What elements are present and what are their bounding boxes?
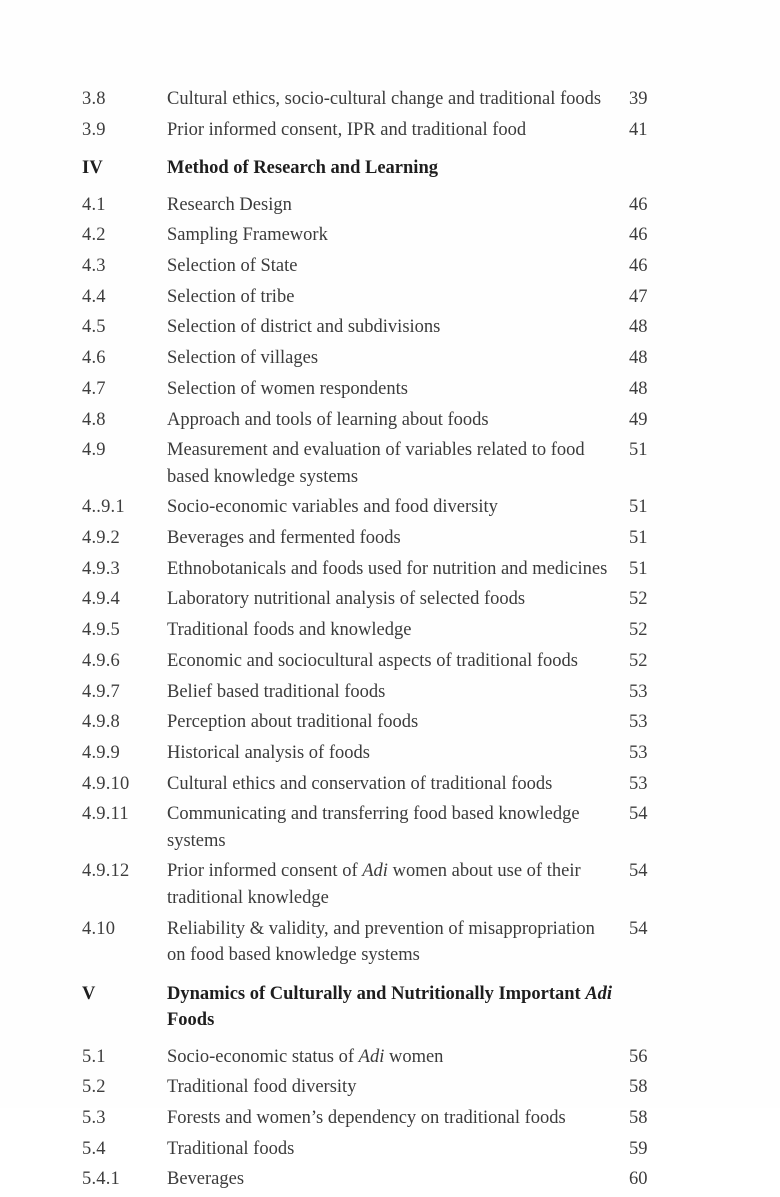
toc-row[interactable] [82, 1136, 698, 1163]
entry-title: Selection of villages [167, 348, 319, 369]
entry-page-number: 49 [629, 409, 648, 430]
entry-number: 5.4 [82, 1138, 106, 1159]
entry-page-number: 54 [629, 861, 648, 882]
entry-number: 4.8 [82, 409, 106, 430]
entry-number: 4.9.4 [82, 589, 120, 610]
toc-row[interactable] [82, 253, 698, 280]
entry-number: 4.9.5 [82, 620, 120, 641]
entry-title: Communicating and transferring food based knowledge systems [167, 804, 580, 851]
entry-number: IV [82, 158, 103, 179]
entry-page-number: 48 [629, 317, 648, 338]
toc-row[interactable] [82, 222, 698, 249]
entry-page-number: 46 [629, 256, 648, 277]
toc-row[interactable] [82, 771, 698, 798]
entry-page-number: 51 [629, 440, 648, 461]
entry-page-number: 58 [629, 1077, 648, 1098]
entry-number: 4.6 [82, 348, 106, 369]
entry-page-number: 53 [629, 773, 648, 794]
entry-page-number: 53 [629, 712, 648, 733]
entry-title: Traditional food diversity [167, 1077, 357, 1098]
toc-row[interactable] [82, 376, 698, 403]
entry-page-number: 52 [629, 620, 648, 641]
entry-page-number: 56 [629, 1046, 648, 1067]
toc-row[interactable] [82, 1074, 698, 1101]
entry-number: 3.9 [82, 119, 106, 140]
entry-number: 4.4 [82, 286, 106, 307]
entry-title: Prior informed consent of Adi women about use of their traditional knowledge [167, 861, 581, 908]
entry-number: 4.7 [82, 378, 106, 399]
toc-row[interactable] [82, 740, 698, 767]
toc-row[interactable] [82, 801, 698, 854]
entry-title: Research Design [167, 194, 292, 215]
entry-number: 5.4.1 [82, 1169, 120, 1190]
entry-page-number: 51 [629, 497, 648, 518]
entry-page-number: 48 [629, 378, 648, 399]
toc-row[interactable] [82, 1166, 698, 1193]
toc-row[interactable] [82, 345, 698, 372]
entry-title: Ethnobotanicals and foods used for nutrition and medicines [167, 558, 608, 579]
toc-row[interactable] [82, 916, 698, 969]
entry-title: Selection of district and subdivisions [167, 317, 441, 338]
entry-number: 4.9.6 [82, 650, 120, 671]
entry-number: 4.9.3 [82, 558, 120, 579]
entry-page-number: 54 [629, 918, 648, 939]
entry-number: 4.9 [82, 440, 106, 461]
entry-page-number: 53 [629, 742, 648, 763]
entry-title: Forests and women’s dependency on traditional foods [167, 1108, 566, 1128]
entry-page-number: 46 [629, 225, 648, 246]
entry-number: 4.9.10 [82, 773, 130, 794]
entry-number: 4.9.12 [82, 861, 130, 882]
entry-title: Perception about traditional foods [167, 712, 419, 733]
toc-row[interactable] [82, 525, 698, 552]
entry-title: Beverages [167, 1169, 245, 1190]
entry-title: Economic and sociocultural aspects of traditional foods [167, 650, 578, 671]
entry-number: 3.8 [82, 89, 106, 109]
entry-title: Socio-economic variables and food diversity [167, 497, 498, 518]
entry-number: 4.9.2 [82, 528, 120, 549]
toc-row[interactable] [82, 437, 698, 490]
entry-number: 4.2 [82, 225, 106, 246]
entry-title: Dynamics of Culturally and Nutritionally Important Adi Foods [167, 983, 613, 1031]
entry-number: 4.5 [82, 317, 106, 338]
toc-row[interactable] [82, 284, 698, 311]
entry-title: Beverages and fermented foods [167, 528, 401, 549]
entry-page-number: 51 [629, 558, 648, 579]
entry-title: Method of Research and Learning [167, 158, 438, 179]
toc-row[interactable] [82, 1044, 698, 1071]
toc-row[interactable] [82, 586, 698, 613]
entry-page-number: 39 [629, 89, 648, 109]
entry-title: Selection of State [167, 256, 298, 277]
toc-row[interactable] [82, 709, 698, 736]
entry-page-number: 52 [629, 650, 648, 671]
entry-number: 4.9.11 [82, 804, 129, 825]
toc-row[interactable] [82, 617, 698, 644]
chapter-row[interactable] [82, 981, 698, 1034]
entry-number: 5.3 [82, 1108, 106, 1128]
entry-page-number: 41 [629, 119, 648, 140]
entry-title: Laboratory nutritional analysis of selected foods [167, 589, 526, 610]
toc-row[interactable] [82, 86, 698, 113]
entry-number: 4.10 [82, 918, 116, 939]
entry-page-number: 59 [629, 1138, 648, 1159]
entry-title: Historical analysis of foods [167, 742, 370, 763]
toc-row[interactable] [82, 858, 698, 911]
toc-row[interactable] [82, 679, 698, 706]
toc-row[interactable] [82, 556, 698, 583]
toc-row[interactable] [82, 314, 698, 341]
entry-page-number: 48 [629, 348, 648, 369]
entry-number: 4.3 [82, 256, 106, 277]
entry-page-number: 60 [629, 1169, 648, 1190]
entry-number: 4.9.9 [82, 742, 120, 763]
entry-title: Reliability & validity, and prevention of misappropriation on food based knowledge systems [167, 918, 595, 966]
entry-number: 4.1 [82, 194, 106, 215]
table-of-contents [82, 86, 698, 1197]
entry-title: Cultural ethics and conservation of traditional foods [167, 773, 553, 794]
entry-page-number: 47 [629, 286, 648, 307]
entry-page-number: 52 [629, 589, 648, 610]
entry-number: 4.9.7 [82, 681, 120, 702]
toc-row[interactable] [82, 494, 698, 521]
toc-row[interactable] [82, 407, 698, 434]
entry-page-number: 58 [629, 1108, 648, 1128]
entry-page-number: 46 [629, 194, 648, 215]
entry-title: Traditional foods and knowledge [167, 620, 412, 641]
entry-title: Measurement and evaluation of variables related to food based knowledge systems [167, 440, 585, 487]
entry-title: Traditional foods [167, 1138, 295, 1159]
entry-title: Selection of tribe [167, 286, 295, 307]
toc-row[interactable] [82, 192, 698, 219]
chapter-row[interactable] [82, 155, 698, 182]
entry-title: Belief based traditional foods [167, 681, 386, 702]
entry-title: Prior informed consent, IPR and traditional food [167, 119, 527, 140]
toc-row[interactable] [82, 1105, 698, 1132]
entry-number: 4..9.1 [82, 497, 125, 518]
entry-title: Socio-economic status of Adi women [167, 1046, 444, 1067]
entry-number: 5.2 [82, 1077, 106, 1098]
entry-number: 5.1 [82, 1046, 106, 1067]
entry-page-number: 54 [629, 804, 648, 825]
entry-title: Selection of women respondents [167, 378, 408, 399]
entry-number: 4.9.8 [82, 712, 120, 733]
entry-page-number: 51 [629, 528, 648, 549]
entry-title: Cultural ethics, socio-cultural change and traditional foods [167, 89, 602, 109]
entry-page-number: 53 [629, 681, 648, 702]
entry-title: Sampling Framework [167, 225, 328, 246]
toc-row[interactable] [82, 648, 698, 675]
toc-row[interactable] [82, 117, 698, 144]
entry-title: Approach and tools of learning about foods [167, 409, 489, 430]
entry-number: V [82, 983, 96, 1004]
